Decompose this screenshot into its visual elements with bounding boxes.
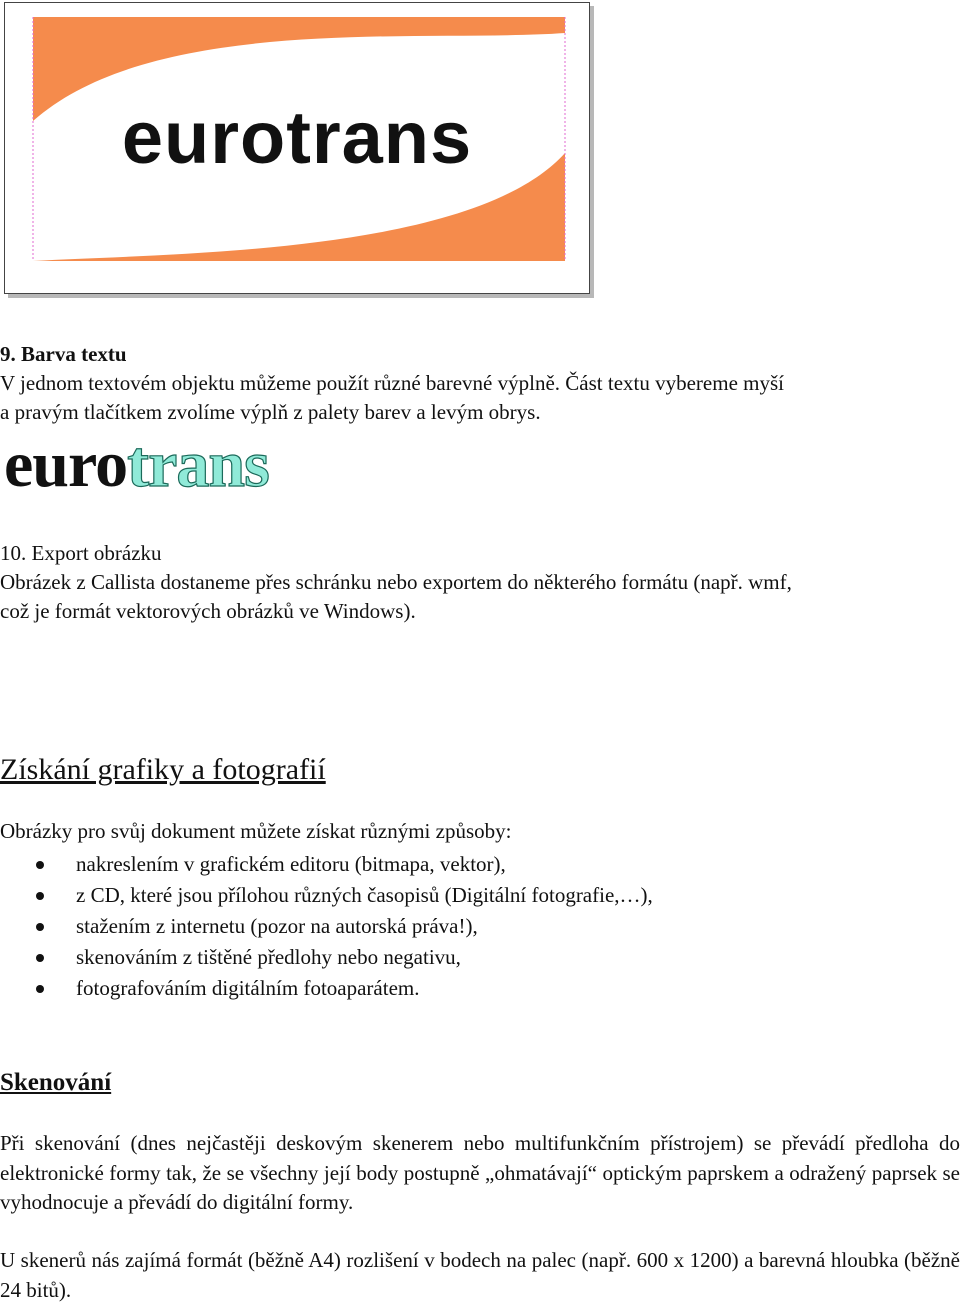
section-10-line-1: Obrázek z Callista dostaneme přes schránku nebo exportem do některého formátu (např. wmf, [0,570,792,594]
bullet-dot-icon [36,861,44,869]
skenovani-heading: Skenování [0,1069,112,1096]
ziskani-intro: Obrázky pro svůj dokument můžete získat různými způsoby: [0,819,512,843]
two-color-wordmark [4,430,269,500]
wordmark-black-part: euro [4,428,128,501]
ziskani-bullet-list [0,849,653,1004]
skenovani-paragraph-2: U skenerů nás zajímá formát (běžně A4) rozlišení v bodech na palec (např. 600 x 1200) a barevná hloubka (běžně 24 bitů). [0,1248,960,1302]
bullet-dot-icon [36,923,44,931]
section-9-line-1: V jednom textovém objektu můžeme použít různé barevné výplně. Část textu vybereme myší [0,371,784,395]
section-9-heading: 9. Barva textu [0,342,127,366]
section-9-line-2: a pravým tlačítkem zvolíme výplň z palety barev a levým obrys. [0,400,541,424]
skenovani-paragraph-1: Při skenování (dnes nejčastěji deskovým skenerem nebo multifunkčním přístrojem) se převádí předloha do elektronické formy tak, že se všechny její body postupně „ohmatávají“ optickým paprskem a odražený paprsek se vyhodnocuje a převádí do digitální formy. [0,1131,960,1214]
wordmark-outlined-part: trans [127,428,269,501]
list-item: nakreslením v grafickém editoru (bitmapa, vektor), [0,849,653,880]
bullet-dot-icon [36,954,44,962]
list-item: fotografováním digitálním fotoaparátem. [0,973,653,1004]
logo-wordmark-text: eurotrans [121,96,473,179]
list-item: skenováním z tištěné předlohy nebo negativu, [0,942,653,973]
list-item: z CD, které jsou přílohou různých časopisů (Digitální fotografie,…), [0,880,653,911]
section-10-heading: 10. Export obrázku [0,541,162,565]
eurotrans-logo-image [4,2,590,294]
section-10-line-2: což je formát vektorových obrázků ve Windows). [0,599,416,623]
bullet-dot-icon [36,892,44,900]
ziskani-heading: Získání grafiky a fotografií [0,753,326,786]
list-item: stažením z internetu (pozor na autorská práva!), [0,911,653,942]
bullet-dot-icon [36,985,44,993]
